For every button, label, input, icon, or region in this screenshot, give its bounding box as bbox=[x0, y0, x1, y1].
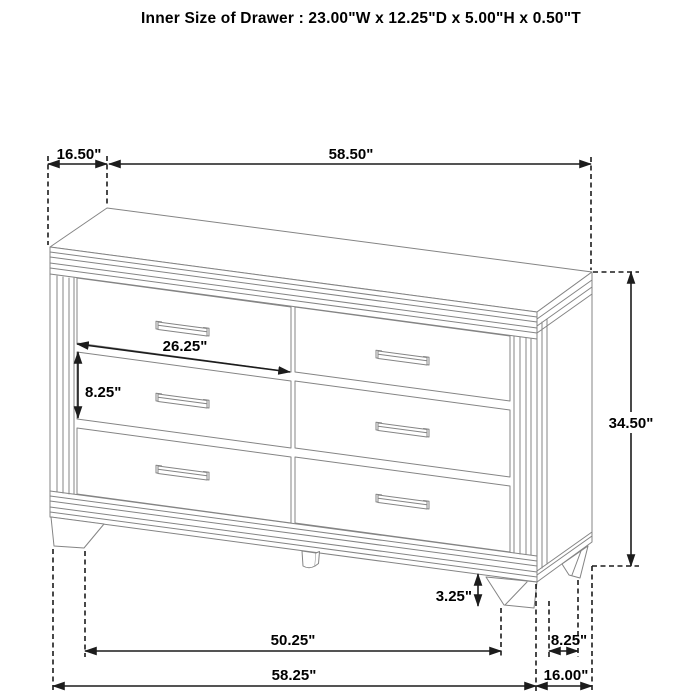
dim-side-leg-spacing bbox=[549, 580, 587, 657]
dimension-label: 34.50" bbox=[608, 415, 654, 432]
dimension-label: 58.50" bbox=[328, 146, 374, 163]
dim-base-depth bbox=[536, 566, 592, 691]
page-title: Inner Size of Drawer : 23.00"W x 12.25"D x 5.00"H x 0.50"T bbox=[141, 10, 581, 27]
dresser-illustration bbox=[50, 208, 592, 608]
center-foot bbox=[302, 551, 320, 568]
dimension-label: 50.25" bbox=[270, 632, 316, 649]
dimension-label: 8.25" bbox=[550, 632, 588, 649]
dresser-side-panel bbox=[537, 272, 592, 582]
dimension-label: 8.25" bbox=[85, 384, 122, 401]
dim-foot-height bbox=[436, 574, 478, 606]
dimension-label: 58.25" bbox=[271, 667, 317, 684]
front-right-leg bbox=[486, 577, 537, 608]
dimension-label: 16.00" bbox=[543, 667, 589, 684]
dimension-label: 3.25" bbox=[435, 588, 472, 605]
front-right-leg-outline bbox=[486, 577, 537, 608]
dimension-label: 16.50" bbox=[56, 146, 102, 163]
dimension-label: 26.25" bbox=[162, 338, 208, 355]
dim-overall-height bbox=[592, 272, 661, 566]
center-foot-front bbox=[302, 551, 316, 568]
